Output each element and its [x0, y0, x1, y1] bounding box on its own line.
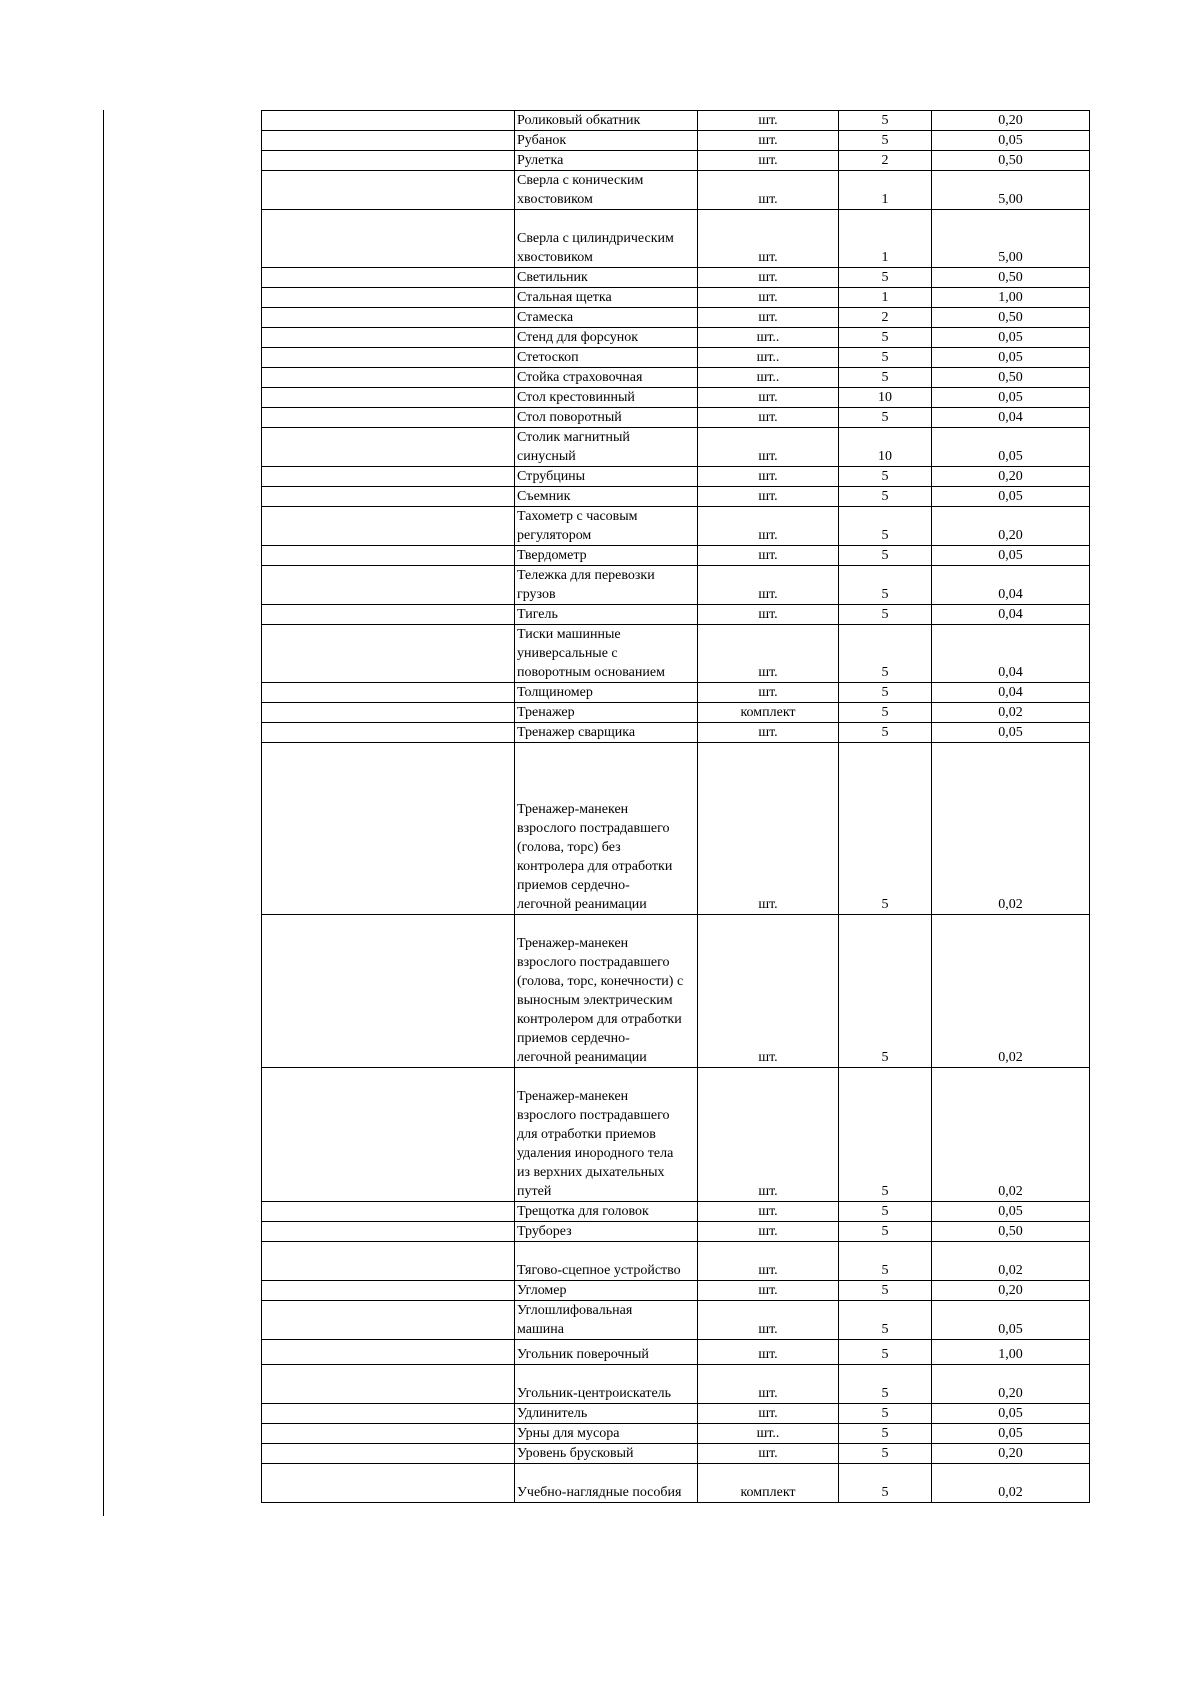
quantity-cell: 5 [839, 1222, 932, 1242]
row-blank-cell [262, 1444, 515, 1464]
quantity-cell: 5 [839, 1365, 932, 1404]
quantity-cell: 5 [839, 487, 932, 507]
unit-cell: шт. [698, 683, 839, 703]
table-row [262, 308, 1090, 328]
page-margin-line [103, 110, 104, 1516]
table-row [262, 111, 1090, 131]
quantity-cell: 1 [839, 171, 932, 210]
table-row [262, 328, 1090, 348]
item-name-cell: Стамеска [515, 308, 698, 328]
norm-cell: 0,02 [932, 1068, 1090, 1202]
unit-cell: комплект [698, 1464, 839, 1503]
table-row [262, 1464, 1090, 1503]
row-blank-cell [262, 1068, 515, 1202]
table-row [262, 1068, 1090, 1202]
table-row [262, 171, 1090, 210]
item-name-cell: Угольник поверочный [515, 1340, 698, 1365]
item-name-cell: Тележка для перевозки грузов [515, 566, 698, 605]
row-blank-cell [262, 625, 515, 683]
unit-cell: шт. [698, 171, 839, 210]
item-name-cell: Съемник [515, 487, 698, 507]
item-name-cell: Тренажер-манекен взрослого пострадавшего (голова, торс, конечности) с выносным электрическим контролером для отработки приемов сердечно- легочной реанимации [515, 915, 698, 1068]
unit-cell: шт. [698, 467, 839, 487]
row-blank-cell [262, 1301, 515, 1340]
norm-cell: 0,04 [932, 566, 1090, 605]
item-name-cell: Толщиномер [515, 683, 698, 703]
unit-cell: шт. [698, 1202, 839, 1222]
quantity-cell: 5 [839, 268, 932, 288]
item-name-cell: Трещотка для головок [515, 1202, 698, 1222]
item-name-cell: Удлинитель [515, 1404, 698, 1424]
table-row [262, 467, 1090, 487]
norm-cell: 0,05 [932, 1301, 1090, 1340]
unit-cell: шт. [698, 915, 839, 1068]
table-row [262, 368, 1090, 388]
table-row [262, 1281, 1090, 1301]
table-row [262, 428, 1090, 467]
norm-cell: 0,02 [932, 1464, 1090, 1503]
row-blank-cell [262, 546, 515, 566]
quantity-cell: 2 [839, 151, 932, 171]
norm-cell: 0,05 [932, 1424, 1090, 1444]
item-name-cell: Тахометр с часовым регулятором [515, 507, 698, 546]
unit-cell: шт. [698, 288, 839, 308]
row-blank-cell [262, 408, 515, 428]
quantity-cell: 5 [839, 1404, 932, 1424]
item-name-cell: Тренажер сварщика [515, 723, 698, 743]
table-row [262, 1365, 1090, 1404]
quantity-cell: 2 [839, 308, 932, 328]
item-name-cell: Стенд для форсунок [515, 328, 698, 348]
table-row [262, 210, 1090, 268]
unit-cell: шт. [698, 1242, 839, 1281]
item-name-cell: Светильник [515, 268, 698, 288]
quantity-cell: 5 [839, 915, 932, 1068]
quantity-cell: 5 [839, 723, 932, 743]
norm-cell: 5,00 [932, 171, 1090, 210]
quantity-cell: 5 [839, 111, 932, 131]
row-blank-cell [262, 171, 515, 210]
norm-cell: 0,20 [932, 111, 1090, 131]
row-blank-cell [262, 131, 515, 151]
unit-cell: шт. [698, 111, 839, 131]
norm-cell: 0,50 [932, 151, 1090, 171]
table-row [262, 605, 1090, 625]
table-row [262, 408, 1090, 428]
unit-cell: шт. [698, 1365, 839, 1404]
table-row [262, 723, 1090, 743]
table-row [262, 743, 1090, 915]
table-row [262, 1424, 1090, 1444]
table-row [262, 268, 1090, 288]
norm-cell: 0,02 [932, 915, 1090, 1068]
table-row [262, 388, 1090, 408]
table-row [262, 1202, 1090, 1222]
row-blank-cell [262, 1464, 515, 1503]
row-blank-cell [262, 308, 515, 328]
row-blank-cell [262, 1424, 515, 1444]
norm-cell: 0,05 [932, 131, 1090, 151]
item-name-cell: Стол крестовинный [515, 388, 698, 408]
row-blank-cell [262, 1404, 515, 1424]
unit-cell: шт.. [698, 348, 839, 368]
item-name-cell: Твердометр [515, 546, 698, 566]
norm-cell: 0,04 [932, 408, 1090, 428]
table-row [262, 288, 1090, 308]
quantity-cell: 5 [839, 348, 932, 368]
table-row [262, 683, 1090, 703]
unit-cell: шт. [698, 151, 839, 171]
unit-cell: шт. [698, 1222, 839, 1242]
item-name-cell: Тягово-сцепное устройство [515, 1242, 698, 1281]
item-name-cell: Тренажер [515, 703, 698, 723]
item-name-cell: Сверла с цилиндрическим хвостовиком [515, 210, 698, 268]
table-row [262, 348, 1090, 368]
row-blank-cell [262, 368, 515, 388]
unit-cell: шт. [698, 743, 839, 915]
unit-cell: шт.. [698, 368, 839, 388]
row-blank-cell [262, 328, 515, 348]
quantity-cell: 5 [839, 546, 932, 566]
norm-cell: 0,20 [932, 1281, 1090, 1301]
unit-cell: шт. [698, 308, 839, 328]
norm-cell: 0,05 [932, 723, 1090, 743]
row-blank-cell [262, 348, 515, 368]
item-name-cell: Угольник-центроискатель [515, 1365, 698, 1404]
unit-cell: шт. [698, 1068, 839, 1202]
unit-cell: шт. [698, 1340, 839, 1365]
row-blank-cell [262, 487, 515, 507]
table-row [262, 566, 1090, 605]
norm-cell: 0,50 [932, 308, 1090, 328]
item-name-cell: Тренажер-манекен взрослого пострадавшего для отработки приемов удаления инородного тела из верхних дыхательных путей [515, 1068, 698, 1202]
norm-cell: 0,20 [932, 507, 1090, 546]
unit-cell: шт. [698, 428, 839, 467]
unit-cell: шт. [698, 268, 839, 288]
norm-cell: 0,04 [932, 625, 1090, 683]
table-row [262, 1404, 1090, 1424]
unit-cell: шт. [698, 388, 839, 408]
norm-cell: 0,05 [932, 1202, 1090, 1222]
quantity-cell: 5 [839, 1444, 932, 1464]
quantity-cell: 5 [839, 566, 932, 605]
table-row [262, 1301, 1090, 1340]
unit-cell: шт. [698, 546, 839, 566]
item-name-cell: Углошлифовальная машина [515, 1301, 698, 1340]
row-blank-cell [262, 743, 515, 915]
row-blank-cell [262, 507, 515, 546]
unit-cell: шт. [698, 1281, 839, 1301]
quantity-cell: 5 [839, 1424, 932, 1444]
norm-cell: 0,02 [932, 703, 1090, 723]
quantity-cell: 5 [839, 467, 932, 487]
item-name-cell: Стол поворотный [515, 408, 698, 428]
quantity-cell: 5 [839, 1340, 932, 1365]
table-row [262, 131, 1090, 151]
unit-cell: шт. [698, 566, 839, 605]
row-blank-cell [262, 467, 515, 487]
table-row [262, 487, 1090, 507]
unit-cell: шт. [698, 131, 839, 151]
norm-cell: 0,05 [932, 487, 1090, 507]
item-name-cell: Струбцины [515, 467, 698, 487]
item-name-cell: Уровень брусковый [515, 1444, 698, 1464]
quantity-cell: 5 [839, 683, 932, 703]
quantity-cell: 5 [839, 328, 932, 348]
quantity-cell: 5 [839, 507, 932, 546]
quantity-cell: 5 [839, 1301, 932, 1340]
unit-cell: шт. [698, 507, 839, 546]
row-blank-cell [262, 151, 515, 171]
norm-cell: 1,00 [932, 1340, 1090, 1365]
row-blank-cell [262, 723, 515, 743]
table-row [262, 546, 1090, 566]
norm-cell: 0,02 [932, 1242, 1090, 1281]
item-name-cell: Рулетка [515, 151, 698, 171]
item-name-cell: Угломер [515, 1281, 698, 1301]
norm-cell: 1,00 [932, 288, 1090, 308]
norm-cell: 0,04 [932, 605, 1090, 625]
unit-cell: шт. [698, 1444, 839, 1464]
quantity-cell: 5 [839, 1242, 932, 1281]
table-row [262, 1444, 1090, 1464]
row-blank-cell [262, 703, 515, 723]
quantity-cell: 10 [839, 428, 932, 467]
unit-cell: шт. [698, 723, 839, 743]
norm-cell: 5,00 [932, 210, 1090, 268]
unit-cell: шт.. [698, 1424, 839, 1444]
norm-cell: 0,50 [932, 368, 1090, 388]
quantity-cell: 5 [839, 703, 932, 723]
table-row [262, 1222, 1090, 1242]
item-name-cell: Роликовый обкатник [515, 111, 698, 131]
table-row [262, 1242, 1090, 1281]
table-row [262, 625, 1090, 683]
row-blank-cell [262, 1365, 515, 1404]
table-row [262, 1340, 1090, 1365]
row-blank-cell [262, 566, 515, 605]
item-name-cell: Урны для мусора [515, 1424, 698, 1444]
item-name-cell: Тренажер-манекен взрослого пострадавшего (голова, торс) без контролера для отработки приемов сердечно- легочной реанимации [515, 743, 698, 915]
row-blank-cell [262, 1340, 515, 1365]
row-blank-cell [262, 288, 515, 308]
norm-cell: 0,05 [932, 388, 1090, 408]
item-name-cell: Столик магнитный синусный [515, 428, 698, 467]
norm-cell: 0,20 [932, 1365, 1090, 1404]
unit-cell: шт. [698, 1301, 839, 1340]
quantity-cell: 5 [839, 625, 932, 683]
row-blank-cell [262, 428, 515, 467]
quantity-cell: 10 [839, 388, 932, 408]
unit-cell: шт. [698, 605, 839, 625]
norm-cell: 0,05 [932, 428, 1090, 467]
quantity-cell: 5 [839, 1068, 932, 1202]
quantity-cell: 1 [839, 210, 932, 268]
table-row [262, 151, 1090, 171]
row-blank-cell [262, 1202, 515, 1222]
quantity-cell: 5 [839, 743, 932, 915]
norm-cell: 0,02 [932, 743, 1090, 915]
table-row [262, 915, 1090, 1068]
equipment-table-body [262, 111, 1090, 1503]
item-name-cell: Тигель [515, 605, 698, 625]
quantity-cell: 5 [839, 1281, 932, 1301]
unit-cell: шт.. [698, 328, 839, 348]
quantity-cell: 5 [839, 408, 932, 428]
row-blank-cell [262, 683, 515, 703]
row-blank-cell [262, 1242, 515, 1281]
row-blank-cell [262, 605, 515, 625]
row-blank-cell [262, 915, 515, 1068]
norm-cell: 0,05 [932, 546, 1090, 566]
unit-cell: шт. [698, 408, 839, 428]
row-blank-cell [262, 210, 515, 268]
quantity-cell: 5 [839, 605, 932, 625]
norm-cell: 0,20 [932, 1444, 1090, 1464]
item-name-cell: Рубанок [515, 131, 698, 151]
unit-cell: шт. [698, 1404, 839, 1424]
quantity-cell: 5 [839, 1202, 932, 1222]
quantity-cell: 5 [839, 368, 932, 388]
table-row [262, 703, 1090, 723]
norm-cell: 0,50 [932, 1222, 1090, 1242]
item-name-cell: Труборез [515, 1222, 698, 1242]
item-name-cell: Тиски машинные универсальные с поворотным основанием [515, 625, 698, 683]
norm-cell: 0,04 [932, 683, 1090, 703]
quantity-cell: 1 [839, 288, 932, 308]
item-name-cell: Стальная щетка [515, 288, 698, 308]
quantity-cell: 5 [839, 1464, 932, 1503]
unit-cell: шт. [698, 487, 839, 507]
unit-cell: шт. [698, 210, 839, 268]
norm-cell: 0,05 [932, 328, 1090, 348]
item-name-cell: Стетоскоп [515, 348, 698, 368]
item-name-cell: Сверла с коническим хвостовиком [515, 171, 698, 210]
row-blank-cell [262, 111, 515, 131]
norm-cell: 0,20 [932, 467, 1090, 487]
row-blank-cell [262, 1222, 515, 1242]
equipment-table [261, 110, 1090, 1503]
item-name-cell: Стойка страховочная [515, 368, 698, 388]
row-blank-cell [262, 1281, 515, 1301]
norm-cell: 0,50 [932, 268, 1090, 288]
quantity-cell: 5 [839, 131, 932, 151]
norm-cell: 0,05 [932, 1404, 1090, 1424]
item-name-cell: Учебно-наглядные пособия [515, 1464, 698, 1503]
row-blank-cell [262, 268, 515, 288]
row-blank-cell [262, 388, 515, 408]
table-row [262, 507, 1090, 546]
unit-cell: комплект [698, 703, 839, 723]
unit-cell: шт. [698, 625, 839, 683]
norm-cell: 0,05 [932, 348, 1090, 368]
